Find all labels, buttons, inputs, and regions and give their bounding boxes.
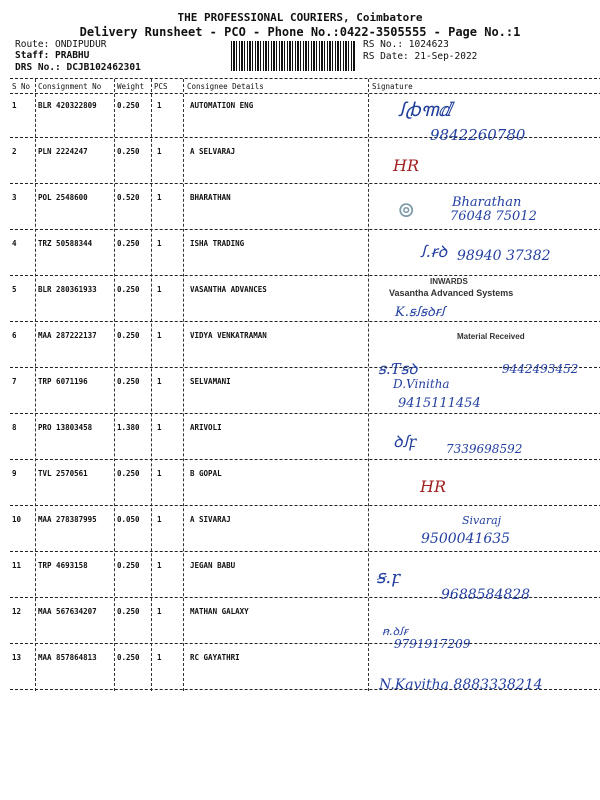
row-rule [10,413,600,414]
handwritten-name: Bharathan [452,195,522,210]
row-weight: 0.250 [117,101,140,110]
row-pcs: 1 [157,561,162,570]
row-pcs: 1 [157,653,162,662]
row-rule [10,275,600,276]
signature-mark: ꝺꭍꝼ [393,432,416,451]
row-sno: 9 [12,469,17,478]
stamp-mark: ⊚ [397,198,416,223]
column-divider [114,79,115,691]
drs-number: DRS No.: DCJB102462301 [15,62,141,73]
row-cn: BLR 420322809 [38,101,97,110]
handwritten-note: HR [420,477,446,496]
column-divider [368,79,369,691]
row-cn: TRP 4693158 [38,561,88,570]
row-pcs: 1 [157,331,162,340]
row-sno: 2 [12,147,17,156]
row-consignee: B GOPAL [190,469,222,478]
row-cn: PLN 2224247 [38,147,88,156]
row-rule [10,643,600,644]
row-cn: BLR 280361933 [38,285,97,294]
signature-mark: K.ꞩꭍꞩꝺꞧꭍ [395,305,445,320]
row-pcs: 1 [157,147,162,156]
row-sno: 10 [12,515,22,524]
handwritten-phone: 9688584828 [441,587,531,603]
col-header-signature: Signature [372,82,413,91]
row-sno: 12 [12,607,22,616]
signature-mark: ꭍꞗ꧑ⅆ [398,99,452,121]
row-pcs: 1 [157,193,162,202]
row-weight: 0.520 [117,193,140,202]
handwritten-name: D.Vinitha [393,377,450,391]
row-cn: MAA 278387995 [38,515,97,524]
row-sno: 7 [12,377,17,386]
handwritten-phone: 9500041635 [421,531,511,547]
row-consignee: MATHAN GALAXY [190,607,249,616]
handwritten-phone: 9842260780 [430,126,526,144]
handwritten-phone: 76048 75012 [450,209,537,224]
row-weight: 0.250 [117,239,140,248]
row-pcs: 1 [157,377,162,386]
handwritten-phone: 9442493452 [502,362,579,376]
row-sno: 13 [12,653,22,662]
row-cn: MAA 567634207 [38,607,97,616]
row-weight: 0.250 [117,653,140,662]
row-weight: 0.250 [117,561,140,570]
row-cn: MAA 857864813 [38,653,97,662]
row-sno: 6 [12,331,17,340]
row-consignee: RC GAYATHRI [190,653,240,662]
row-pcs: 1 [157,607,162,616]
row-weight: 0.250 [117,377,140,386]
col-header-pcs: PCS [154,82,168,91]
row-consignee: A SELVARAJ [190,147,236,156]
row-cn: POL 2548600 [38,193,88,202]
row-consignee: JEGAN BABU [190,561,236,570]
barcode [231,41,355,71]
handwritten-phone: 9791917209 [394,637,471,651]
row-rule [10,459,600,460]
row-consignee: ISHA TRADING [190,239,245,248]
table-top-rule [10,78,600,79]
column-divider [151,79,152,691]
row-weight: 0.050 [117,515,140,524]
row-rule [10,183,600,184]
rs-number: RS No.: 1024623 [363,39,449,50]
row-pcs: 1 [157,423,162,432]
row-rule [10,505,600,506]
row-sno: 11 [12,561,22,570]
row-pcs: 1 [157,515,162,524]
row-cn: PRO 13803458 [38,423,93,432]
row-cn: TVL 2570561 [38,469,88,478]
row-pcs: 1 [157,469,162,478]
handwritten-phone: 9415111454 [398,396,481,411]
row-rule [10,551,600,552]
column-divider [35,79,36,691]
row-consignee: ARIVOLI [190,423,222,432]
row-rule [10,321,600,322]
row-consignee: SELVAMANI [190,377,231,386]
header-rule [10,93,600,94]
runsheet-title: Delivery Runsheet - PCO - Phone No.:0422-3505555 - Page No.:1 [79,25,521,39]
row-cn: TRP 6071196 [38,377,88,386]
handwritten-note: HR [393,156,419,175]
row-sno: 5 [12,285,17,294]
row-weight: 0.250 [117,285,140,294]
row-consignee: VASANTHA ADVANCES [190,285,267,294]
col-header-consignee: Consignee Details [187,82,264,91]
row-cn: TRZ 50588344 [38,239,93,248]
stamp-text: Vasantha Advanced Systems [389,288,514,298]
row-pcs: 1 [157,285,162,294]
row-sno: 8 [12,423,17,432]
row-weight: 0.250 [117,147,140,156]
row-rule [10,229,600,230]
row-consignee: BHARATHAN [190,193,231,202]
row-weight: 0.250 [117,469,140,478]
signature-mark: ꞩ.ꝼ [376,567,400,588]
signature-mark: ꞩ.Ƭꞩꝺ [378,360,418,378]
col-header-sno: S No [12,82,31,91]
row-sno: 3 [12,193,17,202]
col-header-consignment: Consignment No [38,82,102,91]
staff-label: Staff: PRABHU [15,50,90,61]
stamp-text: INWARDS [430,277,468,286]
rs-date: RS Date: 21-Sep-2022 [363,51,478,62]
row-sno: 4 [12,239,17,248]
row-consignee: AUTOMATION ENG [190,101,254,110]
company-title: THE PROFESSIONAL COURIERS, Coimbatore [177,11,423,24]
signature-mark: ꭍ.ꞧꝺ [420,242,448,261]
row-pcs: 1 [157,239,162,248]
row-weight: 0.250 [117,607,140,616]
col-header-weight: Weight [117,82,145,91]
handwritten-name-phone: N.Kavitha 8883338214 [379,677,543,693]
row-weight: 1.380 [117,423,140,432]
handwritten-name: Sivaraj [462,514,502,527]
row-consignee: VIDYA VENKATRAMAN [190,331,267,340]
row-consignee: A SIVARAJ [190,515,231,524]
row-cn: MAA 287222137 [38,331,97,340]
handwritten-phone: 98940 37382 [457,248,551,264]
row-pcs: 1 [157,101,162,110]
handwritten-phone: 7339698592 [446,442,523,456]
stamp-text: Material Received [457,332,525,341]
column-divider [183,79,184,691]
row-weight: 0.250 [117,331,140,340]
route-label: Route: ONDIPUDUR [15,39,107,50]
signature-mark: ꞥ.ꝺꭍꞧ [382,625,408,638]
row-sno: 1 [12,101,17,110]
